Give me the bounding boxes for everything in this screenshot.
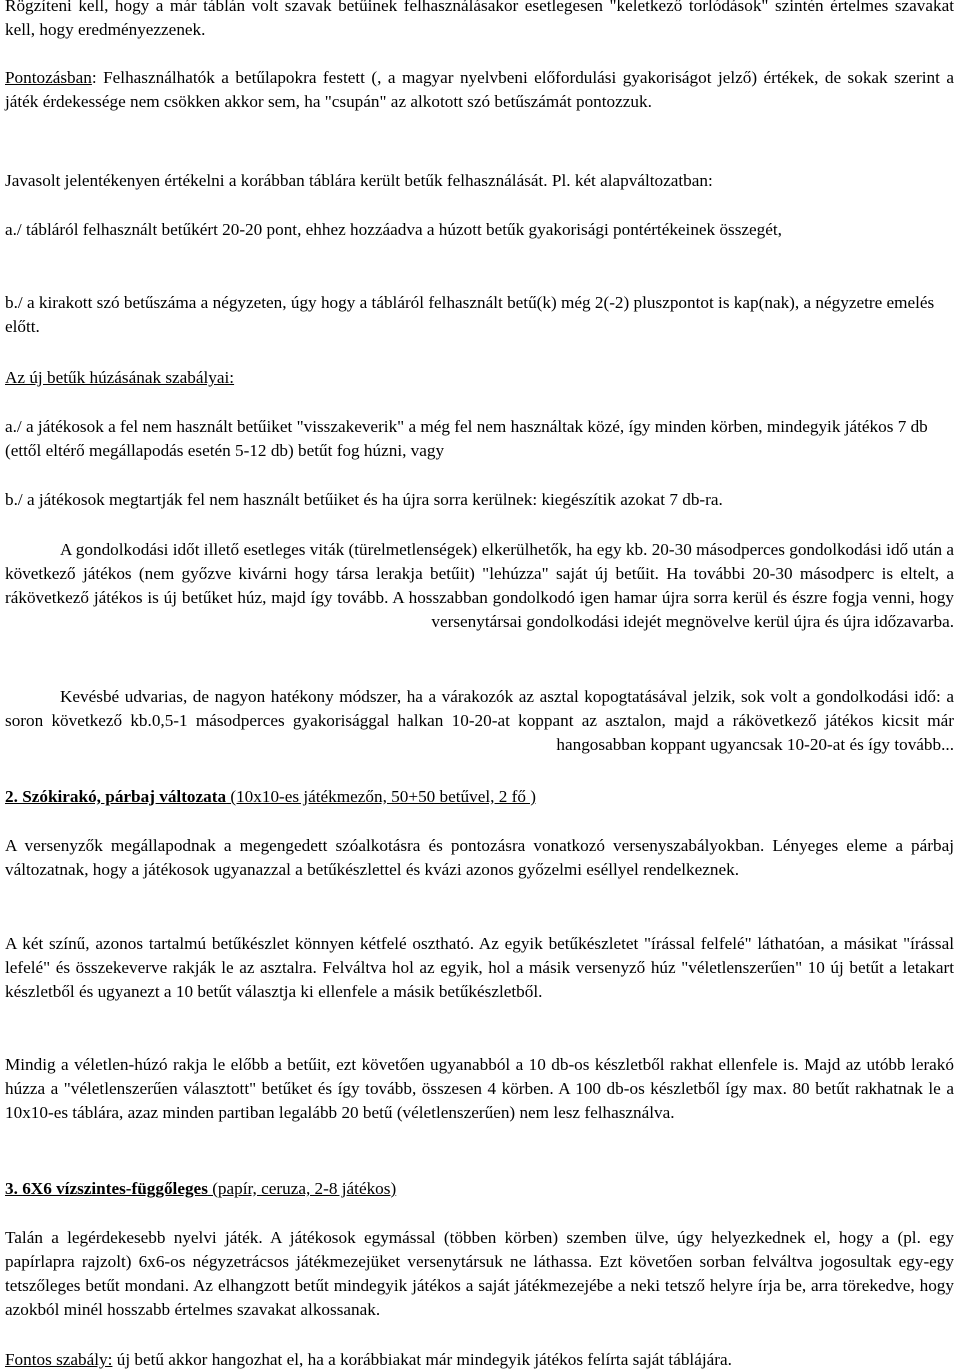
paragraph-fontos-szabaly bbox=[5, 1348, 954, 1372]
section-2-title: 2. Szókirakó, párbaj változata bbox=[5, 787, 227, 806]
paragraph-versenyzok: A versenyzők megállapodnak a megengedett szóalkotásra és pontozásra vonatkozó versenyszabályokban. Lényeges eleme a párbaj változatnak, hogy a játékosok ugyanazzal a betűkészlettel és kvázi azonos győzelmi eséllyel rendelkeznek. bbox=[5, 836, 954, 879]
paragraph-pontozas bbox=[5, 66, 954, 114]
paragraph-draw-rule-b: b./ a játékosok megtartják fel nem használt betűiket és ha újra sorra kerülnek: kiegészítik azokat 7 db-ra. bbox=[5, 490, 723, 509]
heading-uj-betuk: Az új betűk húzásának szabályai: bbox=[5, 368, 235, 387]
fontos-szabaly-text: új betű akkor hangozhat el, ha a korábbiakat már mindegyik játékos felírta saját táblájára. bbox=[112, 1350, 732, 1369]
paragraph-kopogtatas: Kevésbé udvarias, de nagyon hatékony módszer, ha a várakozók az asztal kopogtatásával jelzik, sok volt a gondolkodási idő: a soron következő kb.0,5-1 másodperces gyakorisággal halkan 10-20-at koppant az asztalon, majd a rákövetkező játékos kicsit már hangosabban koppant ugyancsak 10-20-at és így tovább... bbox=[5, 687, 954, 754]
paragraph-javasolt: Javasolt jelentékenyen értékelni a korábban táblára került betűk felhasználását. Pl. két alapváltozatban: bbox=[5, 171, 713, 190]
pontozas-text: : Felhasználhatók a betűlapokra festett (, a magyar nyelvbeni előfordulási gyakoriságot jelző) értékek, de sokak szerint a játék érdekessége nem csökken akkor sem, ha "csupán" az alkotott szó betűszámát pontozzuk. bbox=[5, 68, 954, 111]
paragraph-option-a-points: a./ tábláról felhasznált betűkért 20-20 pont, ehhez hozzáadva a húzott betűk gyakorisági pontértékeinek összegét, bbox=[5, 220, 782, 239]
pontozas-label: Pontozásban bbox=[5, 68, 92, 87]
fontos-szabaly-label: Fontos szabály: bbox=[5, 1350, 113, 1369]
section-3-subtitle: (papír, ceruza, 2-8 játékos) bbox=[207, 1179, 397, 1198]
paragraph-betukeszlet: A két színű, azonos tartalmú betűkészlet könnyen kétfelé osztható. Az egyik betűkészletet "írással felfelé" láthatóan, a másikat "írással lefelé" és összekeverve rakják le az asztalra. Felváltva hol az egyik, hol a másik versenyző húz "véletlenszerűen" 10 új betűt a letakart készletből és ugyanezt a 10 betűt választja ki ellenfele a másik betűkészletből. bbox=[5, 934, 954, 1001]
paragraph-option-b-points: b./ a kirakott szó betűszáma a négyzeten, úgy hogy a tábláról felhasznált betű(k) még 2(-2) pluszpontot is kap(nak), a négyzetre emelés előtt. bbox=[5, 293, 935, 336]
section-2-subtitle: (10x10-es játékmezőn, 50+50 betűvel, 2 fő ) bbox=[226, 787, 536, 806]
paragraph-draw-rule-a: a./ a játékosok a fel nem használt betűiket "visszakeverik" a még fel nem használtak közé, így minden körben, mindegyik játékos 7 db (ettől eltérő megállapodás esetén 5-12 db) betűt fog húzni, vagy bbox=[5, 417, 928, 460]
paragraph-veletlen-huzo: Mindig a véletlen-húzó rakja le előbb a betűit, ezt követően ugyanabból a 10 db-os készletből rakhat ellenfele is. Majd az utóbb lerakó húzza a "véletlenszerűen választott" betűket és így tovább, összesen 4 körben. A 100 db-os készletből így max. 80 betűt rakhatnak le a 10x10-es táblára, azaz minden partiban legalább 20 betű (véletlenszerűen) nem lesz felhasználva. bbox=[5, 1055, 954, 1122]
heading-section-2 bbox=[5, 785, 536, 809]
paragraph-gondolkodasi-ido: A gondolkodási időt illető esetleges viták (türelmetlenségek) elkerülhetők, ha egy kb. 20-30 másodperces gondolkodási idő után a következő játékos (nem győzve kivárni hogy társa lerakja betűit) "lehúzza" saját új betűit. Ha további 20-30 másodperc is eltelt, a rákövetkező játékos is új betűket húz, majd így tovább. A hosszabban gondolkodó igen hamar újra sorra kerül és észre fogja venni, hogy versenytársai gondolkodási idejét megnövelve kerül újra és újra időzavarba. bbox=[5, 540, 954, 631]
paragraph-6x6-jatek: Talán a legérdekesebb nyelvi játék. A játékosok egymással (többen körben) szemben ülve, úgy helyezkednek el, hogy a (pl. egy papírlapra rajzolt) 6x6-os négyzetrácsos játékmezejüket versenytársuk ne láthassa. Ezt követően sorban felváltva jogosultak egy-egy tetszőleges betűt mondani. Az elhangzott betűt mindegyik játékos a saját játékmezejébe a neki tetsző helyre írja be, arra törekedve, hogy azokból minél hosszabb értelmes szavakat alkossanak. bbox=[5, 1228, 954, 1319]
heading-section-3 bbox=[5, 1177, 396, 1201]
section-3-title: 3. 6X6 vízszintes-függőleges bbox=[5, 1179, 208, 1198]
paragraph-torlodasok: Rögzíteni kell, hogy a már táblán volt szavak betűinek felhasználásakor esetlegesen "keletkező torlódások" szintén értelmes szavakat kell, hogy eredményezzenek. bbox=[5, 0, 954, 39]
